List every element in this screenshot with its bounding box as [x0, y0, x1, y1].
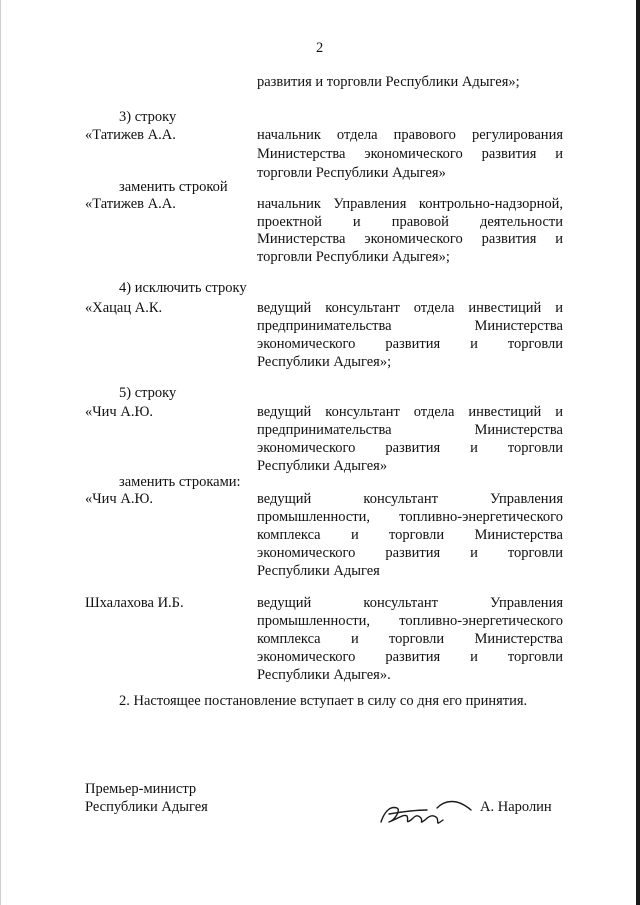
item-4-name: «Хацац А.К.: [85, 300, 163, 316]
item-3-name: «Татижев А.А.: [85, 127, 176, 143]
item-4-marker: 4) исключить строку: [119, 280, 247, 296]
shkhalakhova-line: комплекса и торговли Министерства: [257, 631, 563, 647]
handwritten-signature: [377, 796, 473, 832]
replace-name: «Татижев А.А.: [85, 196, 176, 212]
chich-line: Республики Адыгея: [257, 563, 380, 579]
signatory-position-2: Республики Адыгея: [85, 799, 208, 815]
replace-line: торговли Республики Адыгея»;: [257, 249, 450, 265]
item-3-line: торговли Республики Адыгея»: [257, 165, 446, 181]
item-3-marker: 3) строку: [119, 109, 177, 125]
item-4-line: экономического развития и торговли: [257, 336, 563, 352]
page-number: 2: [316, 40, 324, 56]
clause-2: 2. Настоящее постановление вступает в силу со дня его принятия.: [119, 693, 528, 709]
replace-line: проектной и правовой деятельности: [257, 214, 563, 230]
item-4-line: предпринимательства Министерства: [257, 318, 563, 334]
item-5-line: предпринимательства Министерства: [257, 422, 563, 438]
scan-right-edge: [636, 0, 640, 905]
item-3-line: начальник отдела правового регулирования: [257, 127, 563, 143]
item-5-line: Республики Адыгея»: [257, 458, 388, 474]
item-5-line: экономического развития и торговли: [257, 440, 563, 456]
replace-line: начальник Управления контрольно-надзорной,: [257, 196, 563, 212]
signatory-position-1: Премьер-министр: [85, 781, 197, 797]
item-5-marker: 5) строку: [119, 385, 177, 401]
chich-line: ведущий консультант Управления: [257, 491, 563, 507]
replace-lines-marker: заменить строками:: [119, 474, 241, 490]
chich-line: промышленности, топливно-энергетического: [257, 509, 563, 525]
shkhalakhova-line: экономического развития и торговли: [257, 649, 563, 665]
replace-marker: заменить строкой: [119, 179, 228, 195]
item-5-line: ведущий консультант отдела инвестиций и: [257, 404, 563, 420]
item-5-name: «Чич А.Ю.: [85, 404, 153, 420]
scan-left-edge: [0, 0, 1, 905]
intro-tail: развития и торговли Республики Адыгея»;: [257, 74, 520, 90]
shkhalakhova-line: ведущий консультант Управления: [257, 595, 563, 611]
shkhalakhova-name: Шхалахова И.Б.: [85, 595, 184, 611]
signatory-name: А. Наролин: [480, 799, 552, 815]
replace-line: Министерства экономического развития и: [257, 231, 563, 247]
chich-line: экономического развития и торговли: [257, 545, 563, 561]
shkhalakhova-line: промышленности, топливно-энергетического: [257, 613, 563, 629]
chich-name: «Чич А.Ю.: [85, 491, 153, 507]
item-4-line: Республики Адыгея»;: [257, 354, 392, 370]
chich-line: комплекса и торговли Министерства: [257, 527, 563, 543]
item-4-line: ведущий консультант отдела инвестиций и: [257, 300, 563, 316]
shkhalakhova-line: Республики Адыгея».: [257, 667, 391, 683]
item-3-line: Министерства экономического развития и: [257, 146, 563, 162]
